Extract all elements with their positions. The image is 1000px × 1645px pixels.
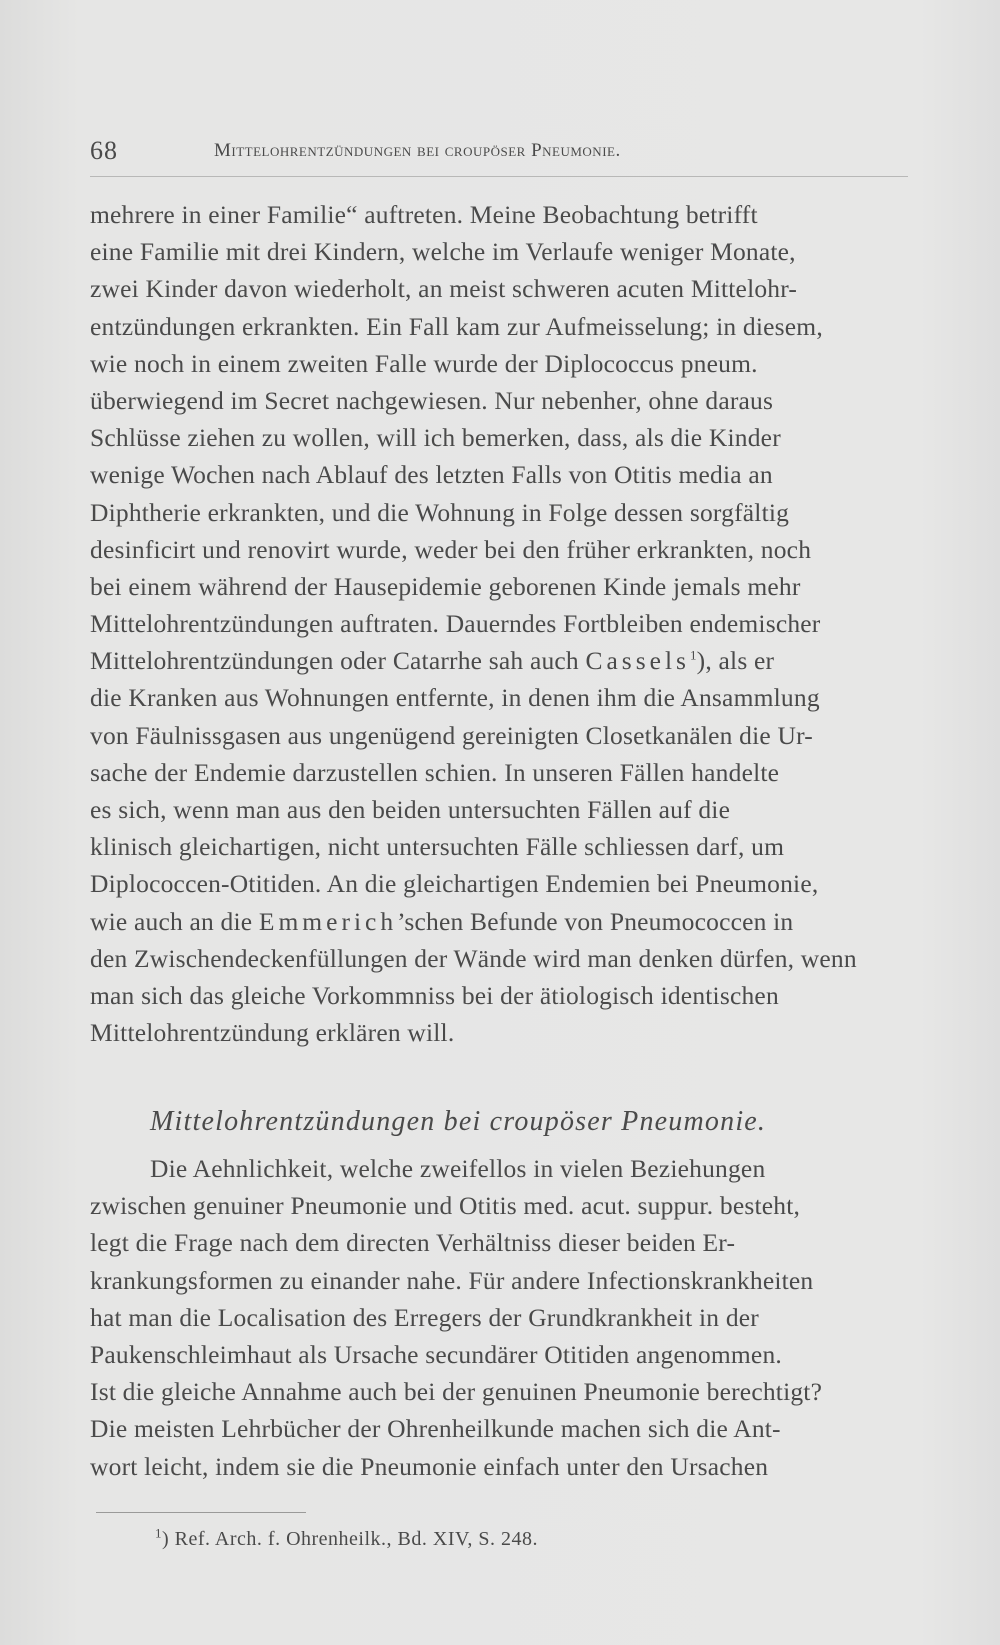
text-fragment: ’schen Befunde von Pneumococcen in (397, 906, 794, 936)
text-line: wenige Wochen nach Ablauf des letzten Falls von Otitis media an (90, 460, 773, 490)
text-line-cassels (90, 642, 920, 679)
section-paragraph (90, 1150, 920, 1485)
text-line: Ist die gleiche Annahme auch bei der genuinen Pneumonie berechtigt? (90, 1377, 823, 1407)
text-line: legt die Frage nach dem directen Verhältniss dieser beiden Er- (90, 1228, 736, 1258)
text-line: man sich das gleiche Vorkommniss bei der ätiologisch identischen (90, 980, 779, 1010)
text-line: Mittelohrentzündungen auftraten. Dauerndes Fortbleiben endemischer (90, 609, 821, 639)
text-line: Die Aehnlichkeit, welche zweifellos in vielen Beziehungen (150, 1154, 766, 1183)
text-line: den Zwischendeckenfüllungen der Wände wird man denken dürfen, wenn (90, 943, 857, 973)
text-line: Paukenschleimhaut als Ursache secundärer Otitiden angenommen. (90, 1339, 782, 1369)
text-line: hat man die Localisation des Erregers der Grundkrankheit in der (90, 1302, 759, 1332)
text-line: wie noch in einem zweiten Falle wurde der Diplococcus pneum. (90, 348, 758, 378)
text-line: Diplococcen-Otitiden. An die gleichartigen Endemien bei Pneumonie, (90, 869, 819, 899)
text-line: es sich, wenn man aus den beiden untersuchten Fällen auf die (90, 795, 731, 824)
paragraph-continued (90, 196, 920, 1051)
author-name-emmerich: Emmerich (258, 906, 398, 936)
text-line: die Kranken aus Wohnungen entfernte, in denen ihm die Ansammlung (90, 683, 820, 713)
text-line: zwischen genuiner Pneumonie und Otitis med. acut. suppur. besteht, (90, 1191, 801, 1221)
text-fragment: wie auch an die (90, 906, 259, 936)
text-line: desinficirt und renovirt wurde, weder bei den früher erkrankten, noch (90, 534, 812, 564)
page-number: 68 (90, 136, 118, 165)
text-line-emmerich (90, 903, 920, 940)
text-line: krankungsformen zu einander nahe. Für andere Infectionskrankheiten (90, 1265, 814, 1295)
text-line: zwei Kinder davon wiederholt, an meist schweren acuten Mittelohr- (90, 274, 798, 304)
text-line: mehrere in einer Familie“ auftreten. Meine Beobachtung betrifft (90, 200, 758, 229)
text-line: klinisch gleichartigen, nicht untersuchten Fälle schliessen darf, um (90, 832, 785, 862)
text-line: Diphtherie erkrankten, und die Wohnung in Folge dessen sorgfältig (90, 497, 790, 527)
footnote-rule (96, 1512, 306, 1513)
text-line: wort leicht, indem sie die Pneumonie einfach unter den Ursachen (90, 1451, 769, 1481)
text-fragment: Mittelohrentzündungen oder Catarrhe sah auch (90, 646, 586, 676)
text-line: bei einem während der Hausepidemie geborenen Kinde jemals mehr (90, 571, 801, 601)
text-line: überwiegend im Secret nachgewiesen. Nur nebenher, ohne daraus (90, 385, 774, 415)
text-line: Schlüsse ziehen zu wollen, will ich bemerken, dass, als die Kinder (90, 423, 781, 453)
text-line: eine Familie mit drei Kindern, welche im Verlaufe weniger Monate, (90, 237, 796, 267)
text-line: sache der Endemie darzustellen schien. In unseren Fällen handelte (90, 757, 780, 787)
header-rule (90, 176, 908, 177)
text-line: Mittelohrentzündung erklären will. (90, 1018, 455, 1048)
author-name-cassels: Cassels (585, 646, 690, 676)
footnote-text: ) Ref. Arch. f. Ohrenheilk., Bd. XIV, S. 248. (162, 1528, 538, 1550)
footnote-mark: 1 (155, 1525, 162, 1541)
text-line: entzündungen erkrankten. Ein Fall kam zur Aufmeisselung; in diesem, (90, 311, 823, 341)
page-header (90, 136, 910, 166)
section-heading: Mittelohrentzündungen bei croupöser Pneumonie. (150, 1106, 767, 1137)
footnote (155, 1525, 538, 1551)
running-head: Mittelohrentzündungen bei croupöser Pneumonie. (214, 140, 621, 161)
text-line: Die meisten Lehrbücher der Ohrenheilkunde machen sich die Ant- (90, 1414, 781, 1444)
text-line: von Fäulnissgasen aus ungenügend gereinigten Closetkanälen die Ur- (90, 720, 813, 750)
footnote-reference: 1 (689, 647, 697, 663)
text-fragment: ), als er (696, 646, 775, 676)
